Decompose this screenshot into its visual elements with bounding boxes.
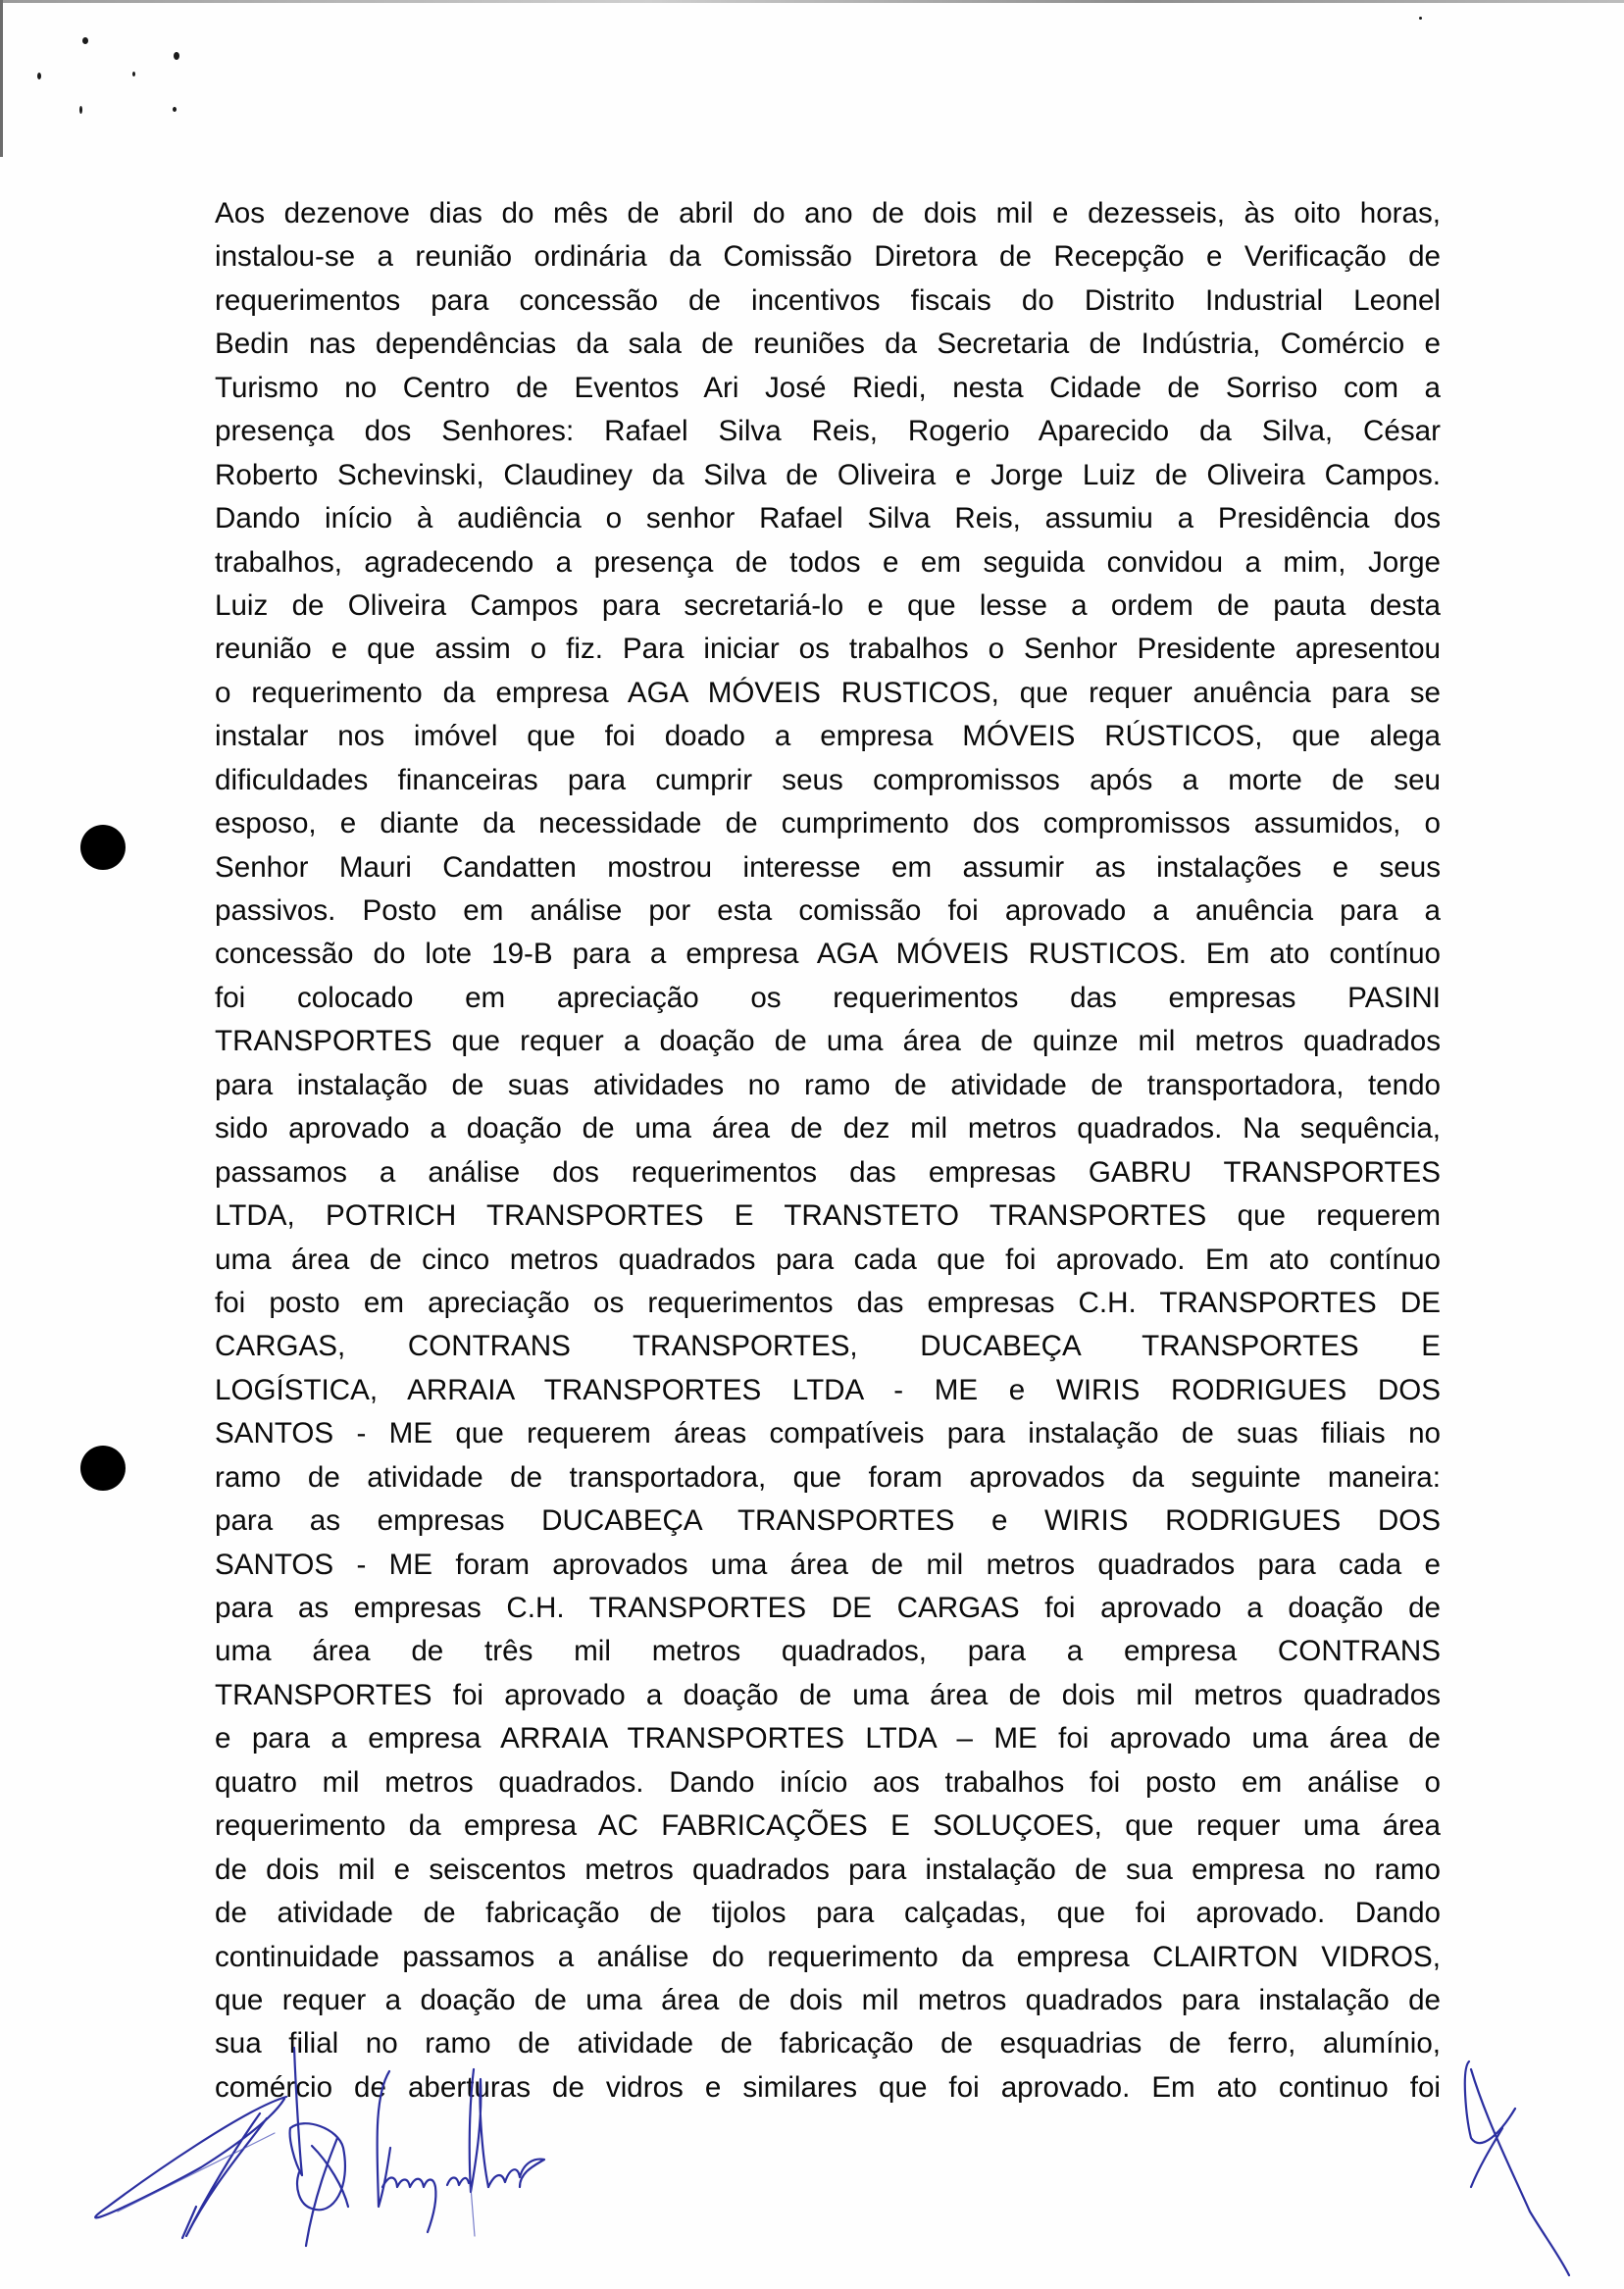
text-line: requerimentos para concessão de incentivos fiscais do Distrito Industrial Leonel xyxy=(215,283,1441,317)
text-line: esposo, e diante da necessidade de cumprimento dos compromissos assumidos, o xyxy=(215,807,1441,840)
text-line: requerimento da empresa AC FABRICAÇÕES E SOLUÇOES, que requer uma área xyxy=(215,1809,1441,1843)
signature-initial-margin xyxy=(1465,2061,1569,2275)
text-line: instalou-se a reunião ordinária da Comissão Diretora de Recepção e Verificação de xyxy=(215,240,1441,274)
text-line: sua filial no ramo de atividade de fabricação de esquadrias de ferro, alumínio, xyxy=(215,2027,1441,2060)
text-line: para instalação de suas atividades no ramo de atividade de transportadora, tendo xyxy=(215,1068,1441,1101)
text-line: uma área de três mil metros quadrados, para a empresa CONTRANS xyxy=(215,1635,1441,1668)
punch-hole-upper xyxy=(80,825,126,870)
text-line: trabalhos, agradecendo a presença de todos e em seguida convidou a mim, Jorge xyxy=(215,545,1441,579)
text-line: concessão do lote 19-B para a empresa AGA MÓVEIS RUSTICOS. Em ato contínuo xyxy=(215,938,1441,971)
text-line: instalar nos imóvel que foi doado a empresa MÓVEIS RÚSTICOS, que alega xyxy=(215,720,1441,753)
text-line: quatro mil metros quadrados. Dando início aos trabalhos foi posto em análise o xyxy=(215,1765,1441,1799)
punch-hole-lower xyxy=(80,1446,126,1491)
text-line: passivos. Posto em análise por esta comissão foi aprovado a anuência para a xyxy=(215,894,1441,927)
text-line: sido aprovado a doação de uma área de dez mil metros quadrados. Na sequência, xyxy=(215,1112,1441,1145)
text-line: de dois mil e seiscentos metros quadrados para instalação de sua empresa no ramo xyxy=(215,1853,1441,1886)
text-line: uma área de cinco metros quadrados para cada que foi aprovado. Em ato contínuo xyxy=(215,1243,1441,1276)
text-line: comércio de aberturas de vidros e similares que foi aprovado. Em ato continuo foi xyxy=(215,2070,1441,2104)
text-line: presença dos Senhores: Rafael Silva Reis, Rogerio Aparecido da Silva, César xyxy=(215,415,1441,448)
scan-speck xyxy=(82,37,88,44)
scan-speck xyxy=(37,73,41,79)
text-line: Roberto Schevinski, Claudiney da Silva de Oliveira e Jorge Luiz de Oliveira Campos. xyxy=(215,458,1441,491)
text-line: foi posto em apreciação os requerimentos das empresas C.H. TRANSPORTES DE xyxy=(215,1286,1441,1319)
scan-speck xyxy=(174,52,179,60)
text-line: para as empresas DUCABEÇA TRANSPORTES e WIRIS RODRIGUES DOS xyxy=(215,1504,1441,1538)
scan-left-edge xyxy=(0,0,3,157)
text-line: LTDA, POTRICH TRANSPORTES E TRANSTETO TRANSPORTES que requerem xyxy=(215,1199,1441,1233)
text-line: e para a empresa ARRAIA TRANSPORTES LTDA – ME foi aprovado uma área de xyxy=(215,1722,1441,1755)
scan-speck xyxy=(79,106,82,114)
text-line: que requer a doação de uma área de dois mil metros quadrados para instalação de xyxy=(215,1983,1441,2016)
text-line: reunião e que assim o fiz. Para iniciar os trabalhos o Senhor Presidente apresentou xyxy=(215,633,1441,666)
text-line: dificuldades financeiras para cumprir seus compromissos após a morte de seu xyxy=(215,763,1441,796)
signature-1 xyxy=(95,2097,286,2238)
text-line: Senhor Mauri Candatten mostrou interesse em assumir as instalações e seus xyxy=(215,850,1441,884)
scan-speck xyxy=(1419,17,1422,20)
scan-top-edge xyxy=(0,0,1624,3)
text-line: LOGÍSTICA, ARRAIA TRANSPORTES LTDA - ME e WIRIS RODRIGUES DOS xyxy=(215,1373,1441,1406)
text-line: Dando início à audiência o senhor Rafael Silva Reis, assumiu a Presidência dos xyxy=(215,502,1441,535)
text-line: TRANSPORTES foi aprovado a doação de uma área de dois mil metros quadrados xyxy=(215,1678,1441,1711)
text-line: TRANSPORTES que requer a doação de uma área de quinze mil metros quadrados xyxy=(215,1025,1441,1058)
text-line: ramo de atividade de transportadora, que foram aprovados da seguinte maneira: xyxy=(215,1460,1441,1494)
text-line: CARGAS, CONTRANS TRANSPORTES, DUCABEÇA TRANSPORTES E xyxy=(215,1330,1441,1363)
scan-speck xyxy=(132,72,135,76)
text-line: passamos a análise dos requerimentos das empresas GABRU TRANSPORTES xyxy=(215,1155,1441,1189)
text-line: Turismo no Centro de Eventos Ari José Riedi, nesta Cidade de Sorriso com a xyxy=(215,371,1441,404)
text-line: Luiz de Oliveira Campos para secretariá-lo e que lesse a ordem de pauta desta xyxy=(215,588,1441,622)
text-line: Aos dezenove dias do mês de abril do ano de dois mil e dezesseis, às oito horas, xyxy=(215,197,1441,229)
text-line: foi colocado em apreciação os requerimentos das empresas PASINI xyxy=(215,981,1441,1014)
text-line: SANTOS - ME foram aprovados uma área de mil metros quadrados para cada e xyxy=(215,1548,1441,1581)
text-line: Bedin nas dependências da sala de reuniões da Secretaria de Indústria, Comércio e xyxy=(215,328,1441,361)
text-line: continuidade passamos a análise do requerimento da empresa CLAIRTON VIDROS, xyxy=(215,1940,1441,1973)
text-line: para as empresas C.H. TRANSPORTES DE CARGAS foi aprovado a doação de xyxy=(215,1592,1441,1624)
text-line: SANTOS - ME que requerem áreas compatíveis para instalação de suas filiais no xyxy=(215,1417,1441,1450)
text-line: o requerimento da empresa AGA MÓVEIS RUSTICOS, que requer anuência para se xyxy=(215,676,1441,709)
minutes-body-text xyxy=(215,192,1441,2110)
text-line: de atividade de fabricação de tijolos para calçadas, que foi aprovado. Dando xyxy=(215,1897,1441,1930)
scan-speck xyxy=(173,107,177,112)
